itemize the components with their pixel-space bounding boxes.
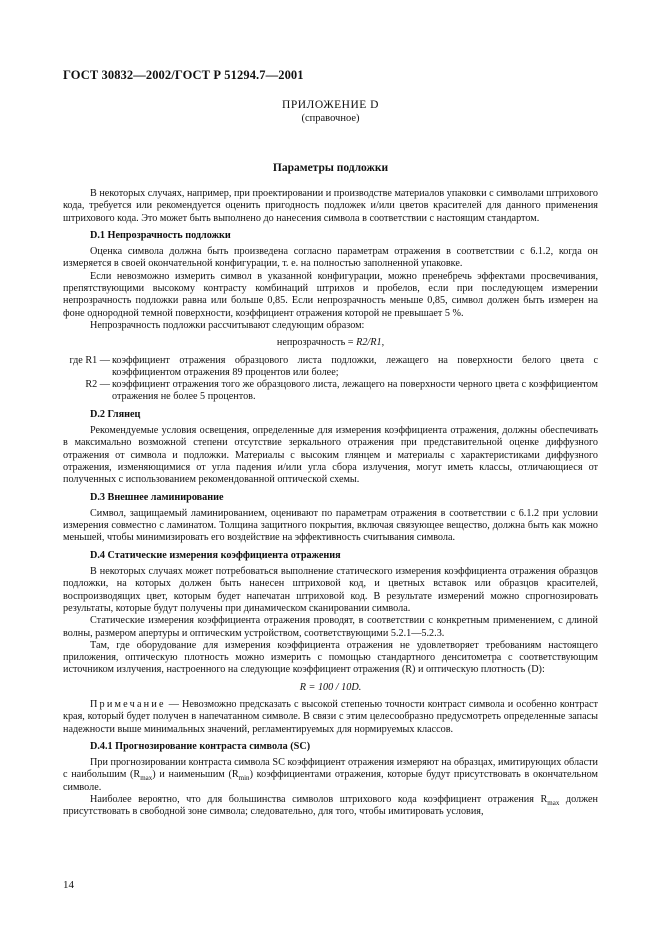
definition-r2 [63,379,598,404]
d41-p1-sub-max: max [140,774,153,783]
d41-paragraph-1 [63,757,598,794]
definition-r1-label: где R1 — [69,354,110,366]
note-label: Примечание [90,698,166,710]
definition-r1-text: коэффициент отражения образцового листа подложки, лежащего на поверхности белого цвета с коэффициентом отражения 89 процентов или более; [112,354,598,378]
appendix-subtitle: (справочное) [301,113,360,124]
intro-paragraph: В некоторых случаях, например, при проектировании и производстве материалов упаковки с символами штрихового кода, требуется или рекомендуется оценить пригодность подложек и/или цветов красителей для данного применения штрихового кода. Это может быть выполнено до нанесения символа в соответствии с настоящим стандартом. [63,188,598,224]
heading-d1: D.1 Непрозрачность подложки [90,229,231,241]
opacity-formula [63,337,598,349]
d1-paragraph-2: Если невозможно измерить символ в указанной конфигурации, можно пренебречь эффектами просвечивания, препятствующими высокому контрасту комбинаций штрихов и пробелов, если при последующем измерении непрозрачность подложки равна или больше 0,85. Если непрозрачность меньше 0,85, символ должен быть измерен на фоне однородной темной поверхности, коэффициент отражения которой не превышает 5 %. [63,270,598,319]
d4-paragraph-3: Там, где оборудование для измерения коэффициента отражения не удовлетворяет требованиям настоящего приложения, оптическую плотность можно измерить с помощью стандартного денситометра с соответствующим источником излучения, настроенного на следующие коэффициент отражения (R) и оптическую плотность (D): [63,639,598,676]
d1-paragraph-1: Оценка символа должна быть произведена согласно параметрам отражения в соответствии с 6.1.2, когда он измеряется в своей окончательной конфигурации, т. е. на полностью заполненной упаковке. [63,246,598,270]
heading-d2: D.2 Глянец [90,408,141,420]
heading-d3: D.3 Внешнее ламинирование [90,491,224,503]
appendix-title: ПРИЛОЖЕНИЕ D [282,99,379,111]
definition-r2-label: R2 — [85,379,110,391]
opacity-formula-lhs: непрозрачность = [276,337,357,349]
definition-r1 [63,355,598,380]
heading-d4: D.4 Статические измерения коэффициента отражения [90,549,341,561]
d41-p1-part-c: ) коэффициентами отражения, которые будут присутствовать в окончательном символе. [63,769,598,793]
heading-d41: D.4.1 Прогнозирование контраста символа (SC) [90,740,311,752]
d41-p1-part-a: При прогнозировании контраста символа SC коэффициент отражения измеряют на образцах, имитирующих области с наибольшим (R [63,757,598,781]
d41-p2-part-a: Наиболее вероятно, что для большинства символов штрихового кода коэффициент отражения R [90,794,548,806]
d2-paragraph-1: Рекомендуемые условия освещения, определенные для измерения коэффициента отражения, должны обеспечивать в максимально возможной степени отсутствие зеркального отражения при представительной оценке диффузного отражения от символа и подложки. Материалы с высоким глянцем и материалы с характеристиками диффузного отражения, изменяющимися от угла падения и/или угла сбора излучения, могут иметь классы, отличающиеся от полученных с использованием рекомендованной оптической схемы. [63,425,598,486]
document-body [63,188,598,819]
d3-paragraph-1: Символ, защищаемый ламинированием, оценивают по параметрам отражения в соответствии с 6.1.2 при условии измерения совместно с ламинатом. Толщина защитного покрытия, включая связующее вещество, должна быть как можно меньшей, чтобы минимизировать его воздействие на эффективность считывания символа. [63,507,598,544]
note-text: — Невозможно предсказать с высокой степенью точности контраст символа и особенно контраст края, который будет получен в напечатанном символе. В связи с этим целесообразно предусмотреть определенные запасы надежности выше минимальных значений, регламентируемых для нормируемых классов. [63,698,598,735]
d41-p1-sub-min: min [238,774,250,783]
page-number: 14 [63,879,74,891]
density-formula [63,682,598,694]
d41-p1-part-b: ) и наименьшим (R [152,769,239,781]
d4-paragraph-1: В некоторых случаях может потребоваться выполнение статического измерения коэффициента отражения образцов подложки, на которых должен быть нанесен штриховой код, и цветных вставок или образцов красителей, воспроизводящих цвет, которым будет напечатан штриховой код. В результате измерений можно спрогнозировать результаты, которые будут получены при динамическом сканировании символа. [63,566,598,614]
d41-p2-part-b: должен присутствовать в свободной зоне символа; следовательно, для того, чтобы имитировать условия, [63,794,599,818]
standard-header: ГОСТ 30832—2002/ГОСТ Р 51294.7—2001 [63,68,304,82]
definition-r2-text: коэффициент отражения того же образцового листа, лежащего на поверхности черного цвета с коэффициентом отражения не более 5 процентов. [112,379,598,403]
note-paragraph [63,699,598,736]
opacity-formula-rhs: R2/R1, [356,337,385,349]
density-formula-text: R = 100 / 10D. [299,681,362,693]
d4-paragraph-2: Статические измерения коэффициента отражения проводят, в соответствии с конкретным применением, с длиной волны, размером апертуры и оптическим устройством, соответствующими 5.2.1—5.2.3. [63,615,598,639]
d41-paragraph-2 [63,794,598,819]
d1-paragraph-3: Непрозрачность подложки рассчитывают следующим образом: [90,319,365,331]
d41-p2-sub-max: max [547,799,560,808]
section-title: Параметры подложки [272,162,389,174]
